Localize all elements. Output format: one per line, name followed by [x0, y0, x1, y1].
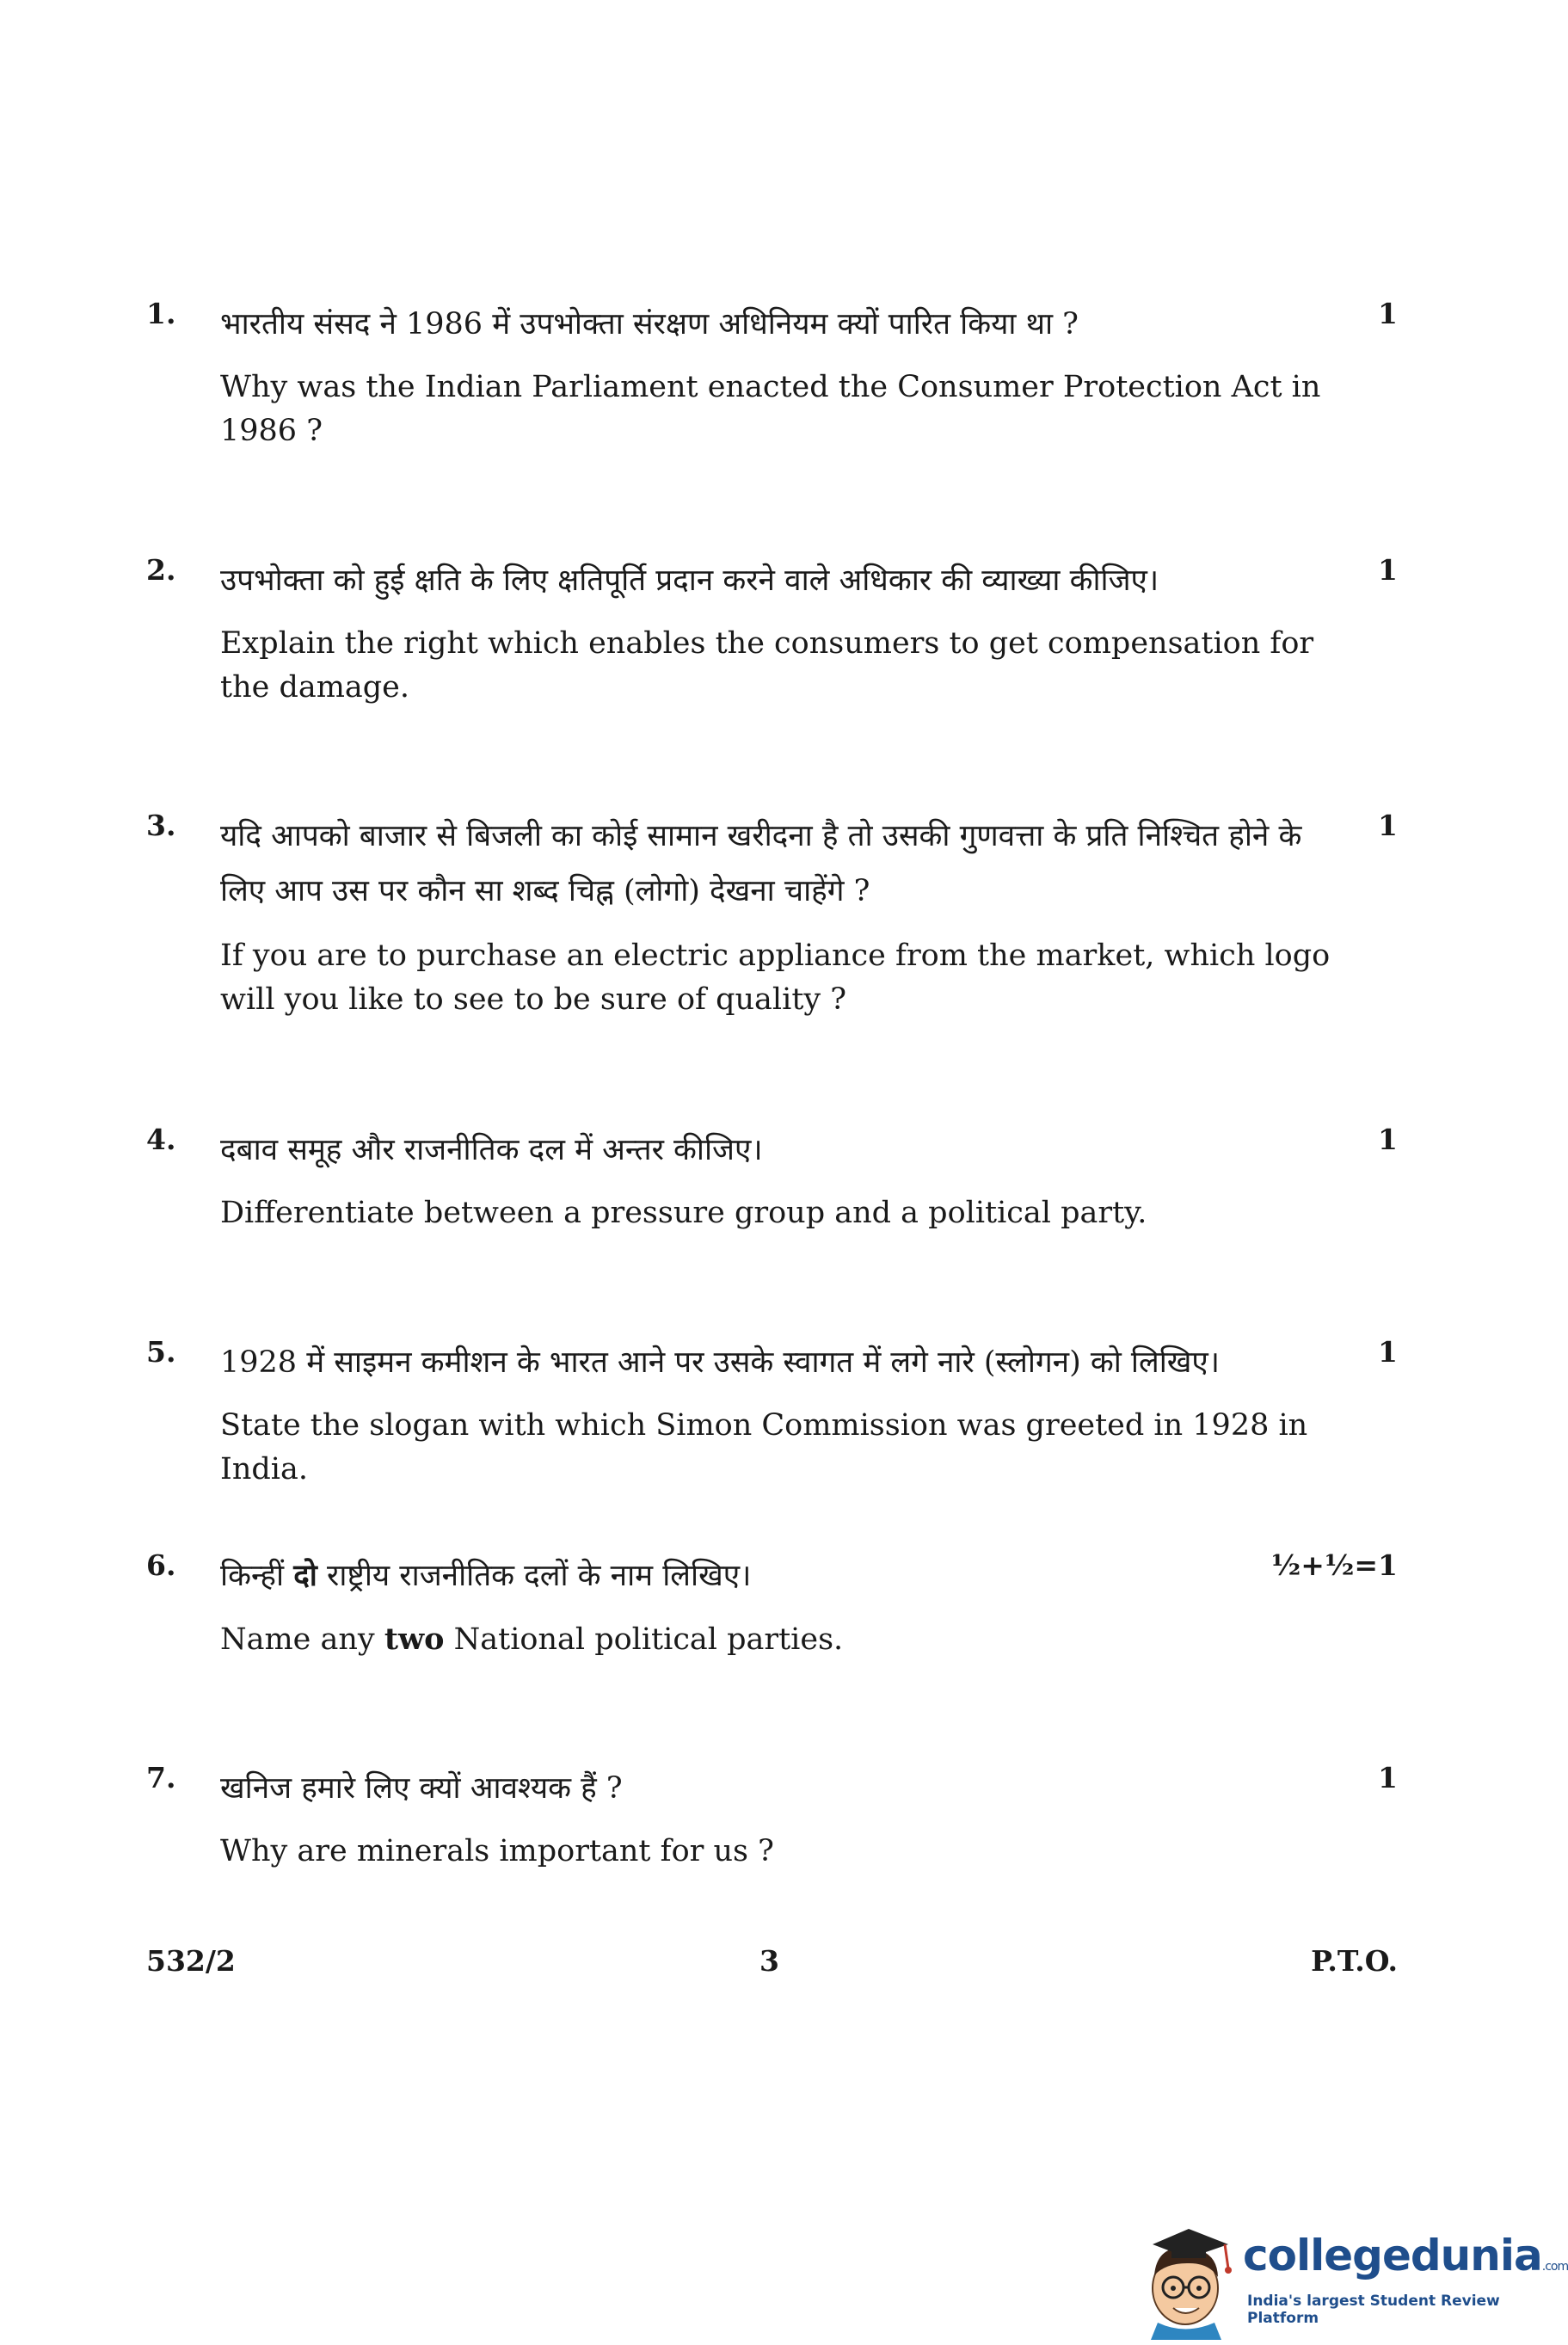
question-number: 7.: [146, 1761, 176, 1794]
hindi-emphasis: दो: [293, 1558, 317, 1593]
question-number: 1.: [146, 297, 176, 330]
hindi-text-after: राष्ट्रीय राजनीतिक दलों के नाम लिखिए।: [327, 1559, 752, 1593]
question-text-hindi: भारतीय संसद ने 1986 में उपभोक्ता संरक्षण अधिनियम क्यों पारित किया था ?: [220, 307, 1079, 342]
question-number: 2.: [146, 553, 176, 587]
english-emphasis: two: [384, 1622, 445, 1657]
question-marks: ½+½=1: [1270, 1548, 1398, 1582]
hindi-text-before: किन्हीं: [220, 1559, 285, 1593]
page-number: 3: [759, 1944, 779, 1978]
question-number: 5.: [146, 1335, 176, 1369]
student-mascot-icon: [1135, 2215, 1239, 2340]
question-text-hindi: यदि आपको बाजार से बिजली का कोई सामान खरीदना है तो उसकी गुणवत्ता के प्रति निश्चित होने के लिए आप उस पर कौन सा शब्द चिह्न (लोगो) देखना चाहेंगे ?: [220, 819, 1302, 908]
logo-name: collegedunia: [1243, 2231, 1542, 2280]
question-marks: 1: [1378, 1123, 1398, 1156]
question-text-hindi: [220, 1548, 1347, 1603]
logo-suffix: .com: [1541, 2260, 1568, 2274]
question-text-hindi: दबाव समूह और राजनीतिक दल में अन्तर कीजिए।: [220, 1133, 763, 1167]
question-text-english: Why was the Indian Parliament enacted the Consumer Protection Act in 1986 ?: [220, 370, 1321, 448]
question-number: 3.: [146, 809, 176, 842]
question-marks: 1: [1378, 1761, 1398, 1794]
question-text-english: Differentiate between a pressure group and a political party.: [220, 1196, 1147, 1230]
question-marks: 1: [1378, 809, 1398, 842]
logo-wordmark: [1243, 2231, 1568, 2280]
collegedunia-logo: [1135, 2215, 1568, 2340]
question-text-hindi: खनिज हमारे लिए क्यों आवश्यक हैं ?: [220, 1771, 623, 1806]
question-text-english: State the slogan with which Simon Commission was greeted in 1928 in India.: [220, 1408, 1308, 1486]
question-text-hindi: 1928 में साइमन कमीशन के भारत आने पर उसके स्वागत में लगे नारे (स्लोगन) को लिखिए।: [220, 1345, 1221, 1380]
english-text-after: National political parties.: [453, 1622, 844, 1657]
paper-code: 532/2: [146, 1944, 236, 1978]
question-text-hindi: उपभोक्ता को हुई क्षति के लिए क्षतिपूर्ति प्रदान करने वाले अधिकार की व्याख्या कीजिए।: [220, 563, 1159, 598]
question-marks: 1: [1378, 297, 1398, 330]
question-marks: 1: [1378, 553, 1398, 587]
question-text-english: Explain the right which enables the consumers to get compensation for the damage.: [220, 626, 1314, 705]
question-marks: 1: [1378, 1335, 1398, 1369]
question-number: 4.: [146, 1123, 176, 1156]
pto-label: P.T.O.: [1311, 1944, 1398, 1978]
question-number: 6.: [146, 1548, 176, 1582]
question-text-english: Why are minerals important for us ?: [220, 1834, 774, 1868]
question-text-english: [220, 1617, 1347, 1662]
question-text-english: If you are to purchase an electric appliance from the market, which logo will you like to see to be sure of quality ?: [220, 939, 1331, 1017]
english-text-before: Name any: [220, 1622, 375, 1657]
logo-tagline: India's largest Student Review Platform: [1247, 2293, 1500, 2327]
